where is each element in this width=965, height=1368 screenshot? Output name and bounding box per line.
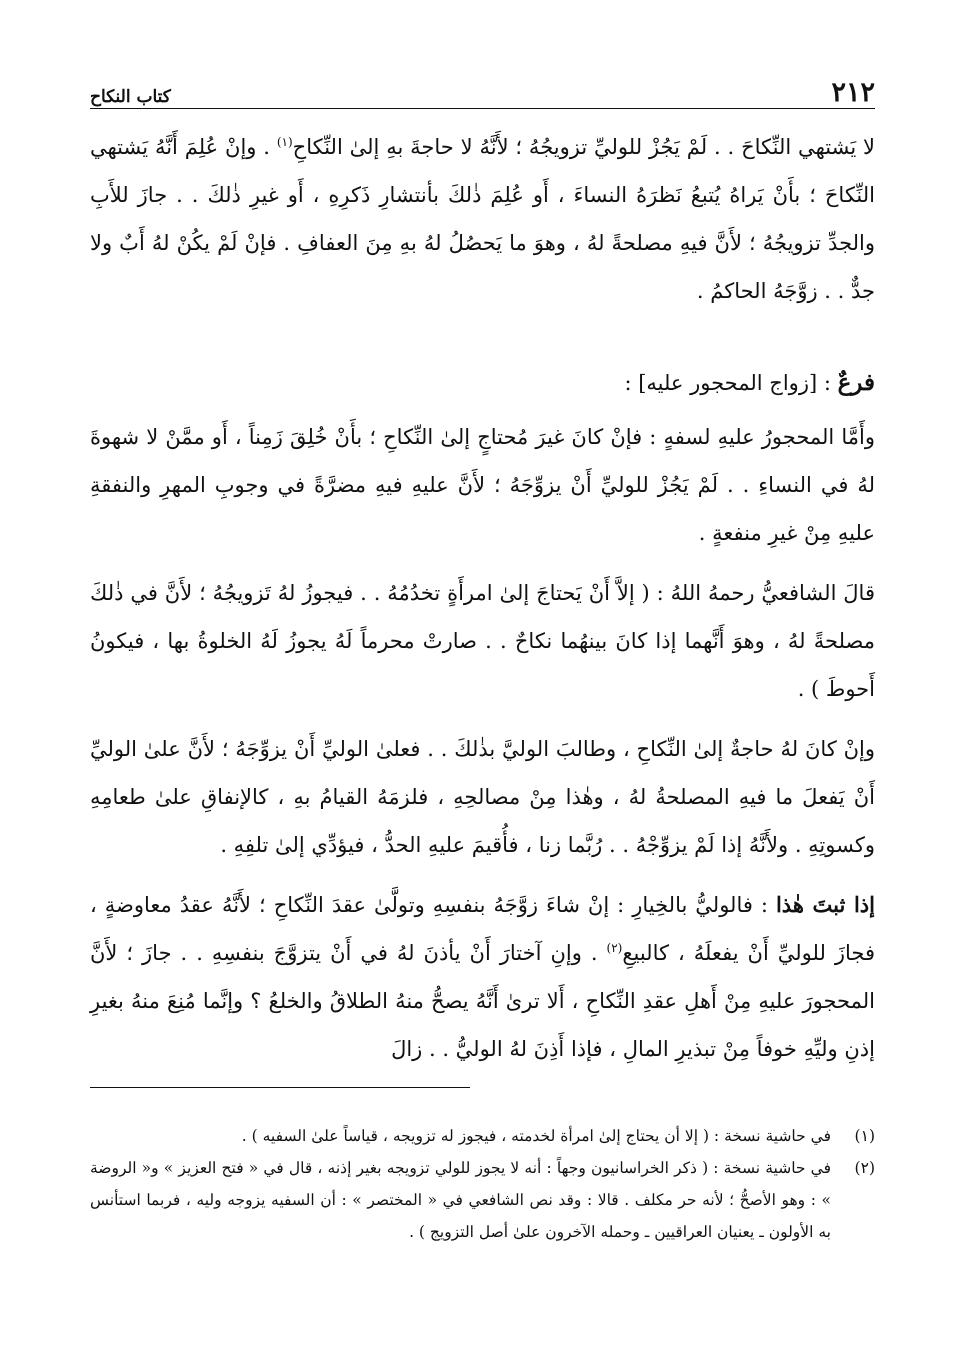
main-text <box>90 123 875 1073</box>
running-title: كتاب النكاح <box>90 87 171 107</box>
paragraph: قالَ الشافعيُّ رحمهُ اللهُ : ( إلاَّ أَنْ يَحتاجَ إلىٰ امرأَةٍ تخدُمُهُ . . فيجوزُ لهُ تَزويجُهُ ؛ لأَنَّ في ذٰلكَ مصلحةً لهُ ، وهوَ أَنَّهما إذا كانَ بينهُما نكاحٌ . . صارتْ محرماً لَهُ يجوزُ لَهُ الخلوةُ بها ، فيكونُ أَحوطَ ) . <box>90 581 875 701</box>
page-number: ٢١٢ <box>831 77 875 108</box>
paragraph-text: . وإنْ عُلِمَ أَنَّهُ يَشتهي النِّكاحَ ؛ بأَنْ يَراهُ يُتبعُ نَظرَهُ النساءَ ، أَو عُلِمَ ذٰلكَ بأنتشارِ ذَكرِهِ ، أَو غيرِ ذٰلكَ . . جازَ للأَبِ والجدِّ تزويجُهُ ؛ لأَنَّ فيهِ مصلحةً لهُ ، وهوَ ما يَحصُلُ لهُ بهِ مِنَ العفافِ . فإنْ لَمْ يكُنْ لهُ أَبٌ ولا جدٌّ . . زوَّجَهُ الحاكمُ . <box>90 135 875 303</box>
footnote-ref[interactable]: (٢) <box>606 941 623 955</box>
paragraph <box>90 123 875 315</box>
page-header <box>90 72 875 109</box>
section-title: : [زواج المحجور عليه] : <box>624 371 838 395</box>
paragraph: وأَمَّا المحجورُ عليهِ لسفهٍ : فإنْ كانَ غيرَ مُحتاجٍ إلىٰ النِّكاحِ ؛ بأَنْ خُلِقَ زَمِناً ، أَو ممَّنْ لا شهوةَ لهُ في النساءِ . . لَمْ يَجُزْ للوليِّ أَنْ يزوِّجَهُ ؛ لأَنَّ عليهِ فيهِ مضرَّةً في وجوبِ المهرِ والنفقةِ عليهِ مِنْ غيرِ منفعةٍ . <box>90 425 875 545</box>
paragraph-text: لا يَشتهي النِّكاحَ . . لَمْ يَجُزْ للوليِّ تزويجُهُ ؛ لأَنَّهُ لا حاجةَ بهِ إلىٰ النِّكاحِ <box>292 135 875 159</box>
paragraph <box>90 881 875 1073</box>
section-heading <box>90 359 875 407</box>
footnote-number: (٢) <box>854 1159 875 1177</box>
paragraph-text: . وإنِ آختارَ أَنْ يأذنَ لهُ في أَنْ يتزوَّجَ بنفسِهِ . . جازَ ؛ لأَنَّ المحجورَ عليهِ مِنْ أَهلِ عقدِ النِّكاحِ ، أَلا ترىٰ أَنَّهُ يصحُّ منهُ الطلاقُ والخلعُ ؟ وإنَّما مُنِعَ منهُ بغيرِ إذنِ وليِّهِ خوفاً مِنْ تبذيرِ المالِ ، فإذا أَذِنَ لهُ الوليُّ . . زالَ <box>90 941 875 1061</box>
book-page <box>90 72 875 1073</box>
footnote <box>90 1152 875 1248</box>
footnotes <box>90 1120 875 1248</box>
paragraph: وإنْ كانَ لهُ حاجةٌ إلىٰ النِّكاحِ ، وطالبَ الوليَّ بذٰلكَ . . فعلىٰ الوليِّ أَنْ يزوِّجَهُ ؛ لأَنَّ علىٰ الوليِّ أَنْ يَفعلَ ما فيهِ المصلحةُ لهُ ، وهٰذا مِنْ مصالحِهِ ، فلزمَهُ القيامُ بهِ ، كالإنفاقِ علىٰ طعامِهِ وكسوتِهِ . ولأَنَّهُ إذا لَمْ يزوِّجْهُ . . رُبَّما زنا ، فأُقيمَ عليهِ الحدُّ ، فيؤدِّي إلىٰ تلفِهِ . <box>90 737 875 857</box>
footnote-text: في حاشية نسخة : ( إلا أن يحتاج إلىٰ امرأة لخدمته ، فيجوز له تزويجه ، قياساً علىٰ السفيه ) . <box>241 1127 831 1145</box>
footnote-number: (١) <box>854 1127 875 1145</box>
paragraph-lead: إذا ثبتَ هٰذا <box>775 892 875 917</box>
footnote <box>90 1120 875 1152</box>
section-label: فرعٌ <box>837 369 875 396</box>
paragraph-text: : فالوليُّ بالخِيارِ : إنْ شاءَ زوَّجَهُ بنفسِهِ وتولَّىٰ عقدَ النِّكاحِ ؛ لأَنَّهُ عقدُ معاوضةٍ ، فجازَ للوليِّ أَنْ يفعلَهُ ، كالبيعِ <box>90 893 875 965</box>
footnote-text: في حاشية نسخة : ( ذكر الخراسانيون وجهاً : أنه لا يجوز للولي تزويجه بغير إذنه ، قال في « فتح العزيز » و« الروضة » : وهو الأصحُّ ؛ لأنه حر مكلف . قالا : وقد نص الشافعي في « المختصر » : أن السفيه يزوجه وليه ، فربما استأنس به الأولون ـ يعنيان العراقيين ـ وحمله الآخرون علىٰ أصل التزويج ) . <box>90 1159 831 1241</box>
footnote-ref[interactable]: (١) <box>276 135 293 149</box>
footnote-divider <box>90 1087 470 1088</box>
